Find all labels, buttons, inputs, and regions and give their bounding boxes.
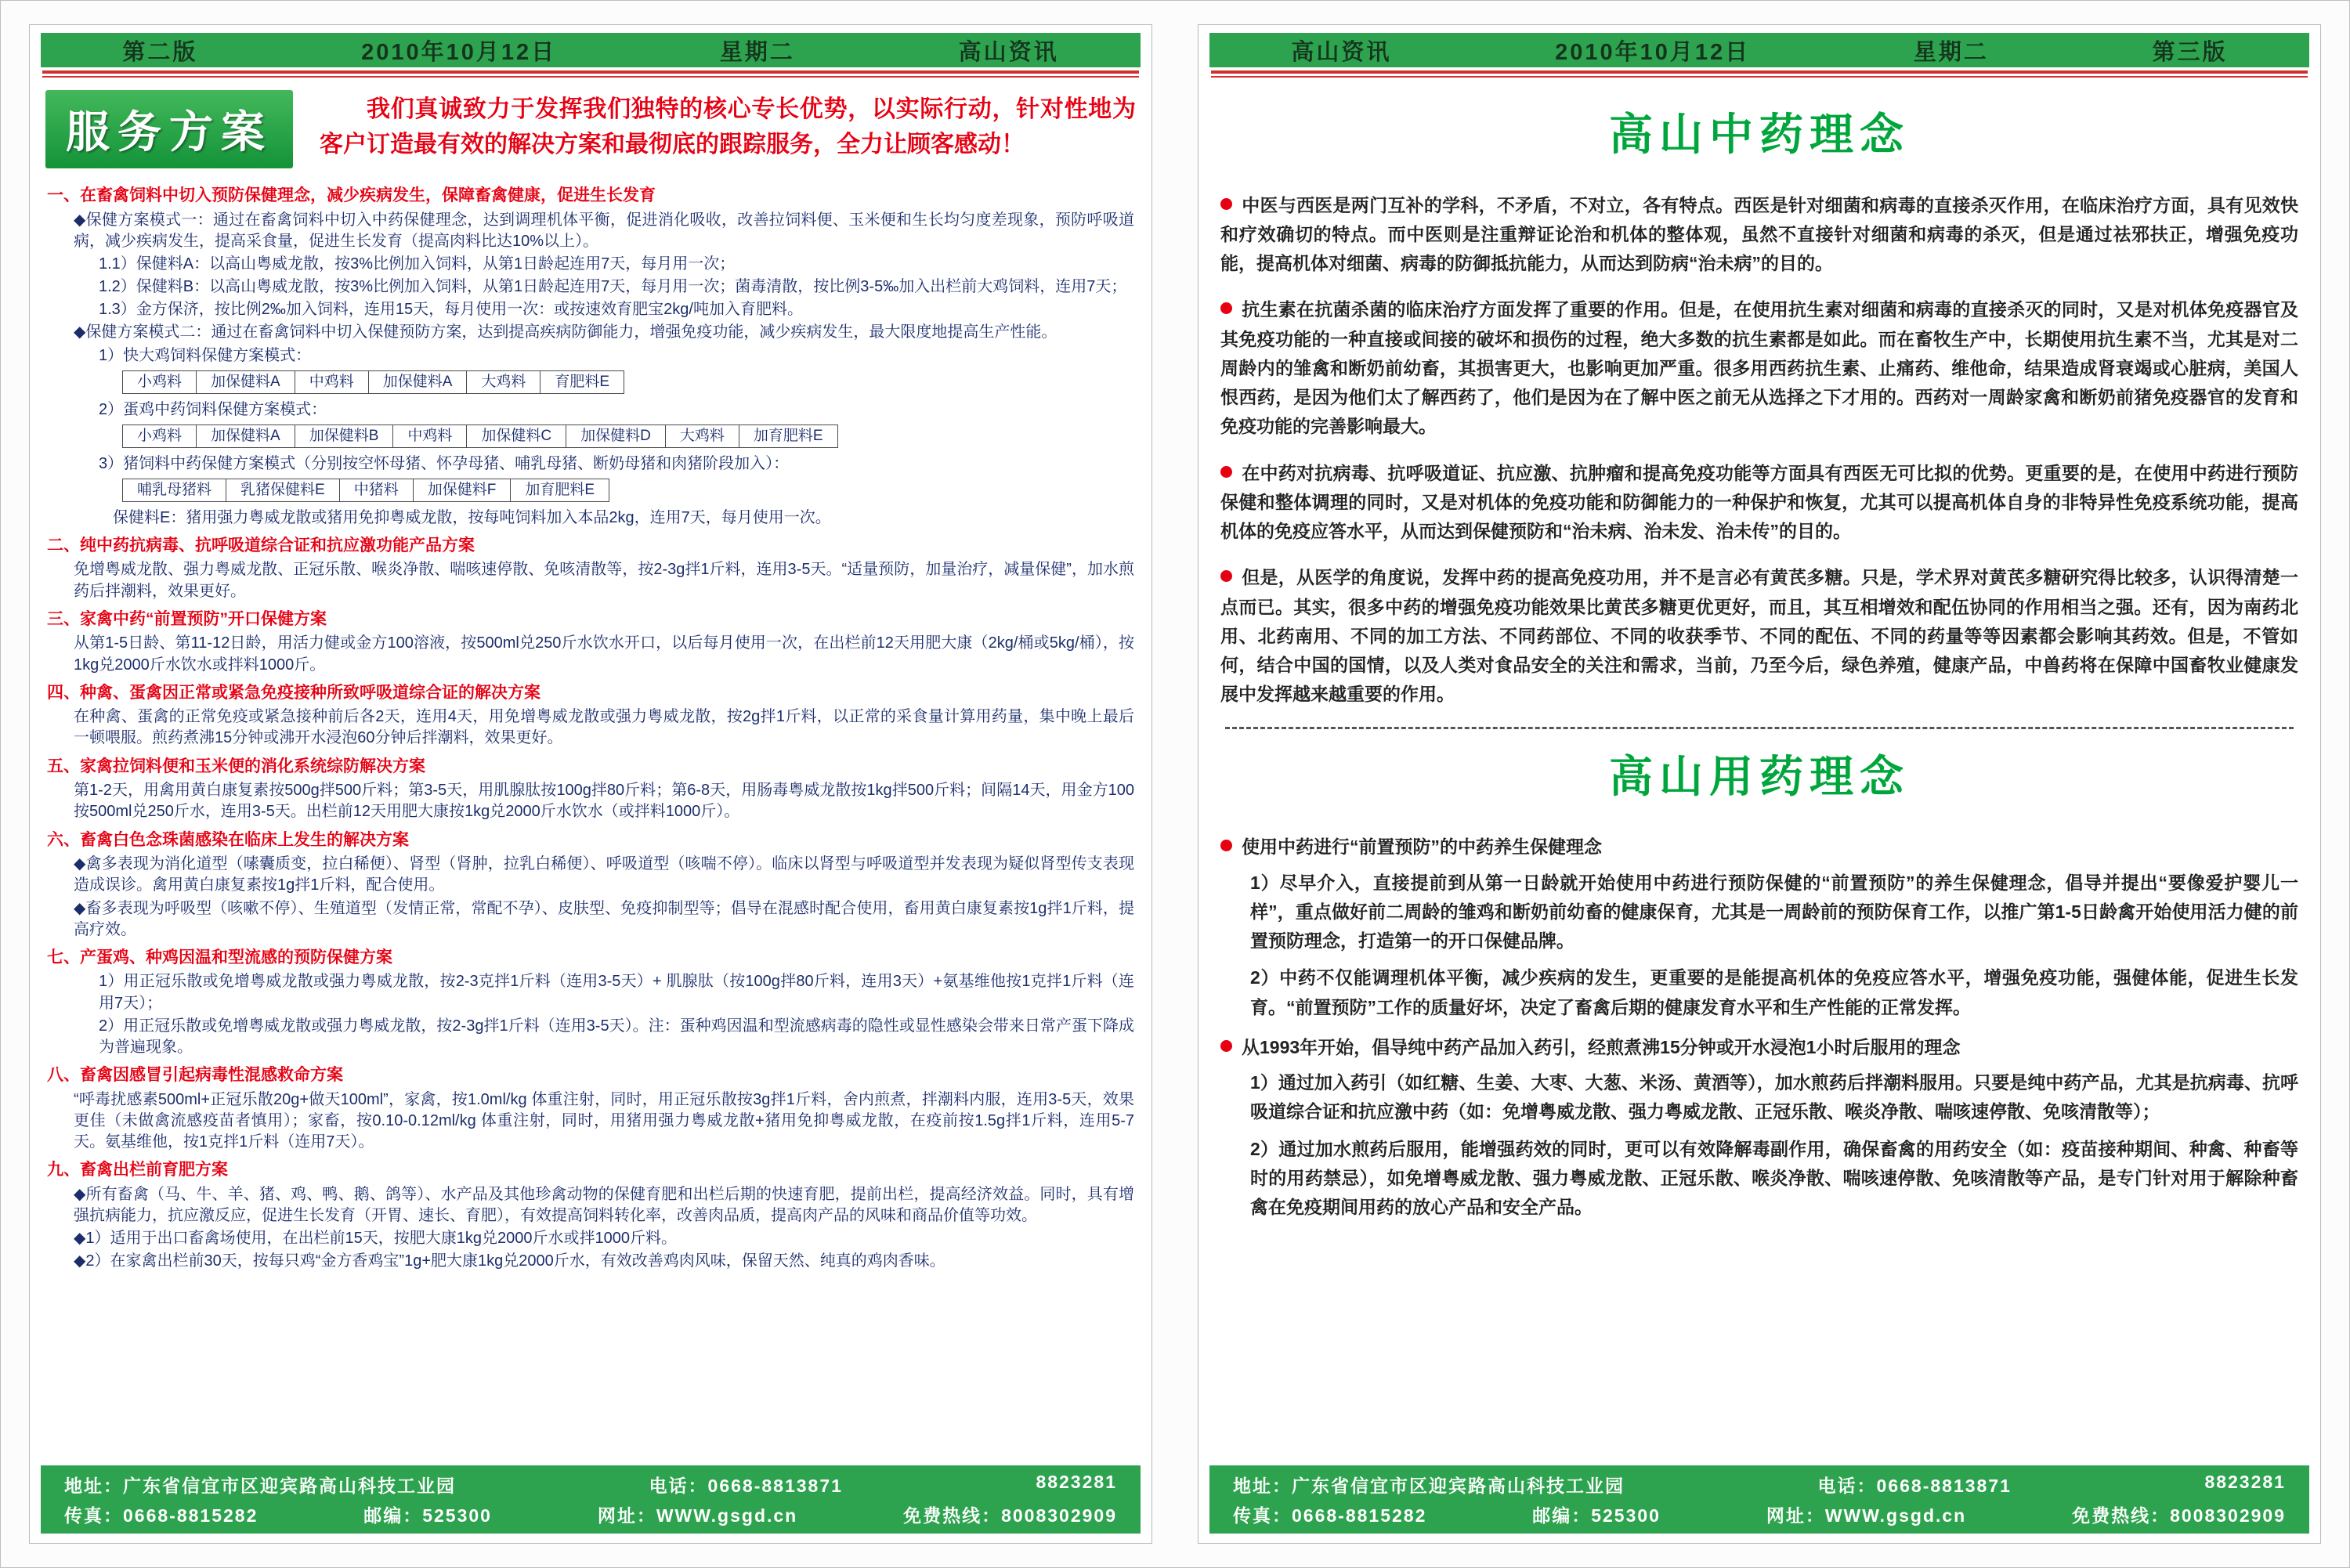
feed-cell: 中鸡料 xyxy=(393,425,467,448)
paragraph: ◆所有畜禽（马、牛、羊、猪、鸡、鸭、鹅、鸽等）、水产品及其他珍禽动物的保健育肥和出栏后期的快速育肥，提前出栏，提高经济效益。同时，具有增强抗病能力，抗应激反应，促进生长发育（开胃、速长、育肥），有效提高饲料转化率，改善肉品质，提高肉产品的风味和商品价值等功效。 xyxy=(74,1185,1134,1225)
feed-cell: 加育肥料E xyxy=(739,425,838,448)
edition-label: 第二版 xyxy=(122,39,198,65)
bullet-icon xyxy=(1220,570,1232,582)
cm-philosophy-title: 高山中药理念 xyxy=(1609,110,1910,159)
paragraph: ◆1）适用于出口畜禽场使用，在出栏前15天，按肥大康1kg兑2000斤水或拌1000斤料。 xyxy=(74,1230,677,1248)
group-item: 2）通过加水煎药后服用，能增强药效的同时，更可以有效降解毒副作用，确保畜禽的用药安全（如：疫苗接种期间、种禽、种畜等时的用药禁忌），如免增粤威龙散、强力粤威龙散、正冠乐散、喉炎净散、喘咳速停散、免咳清散等产品，是专门针对用于解除种畜禽在免疫期间用药的放心产品和安全产品。 xyxy=(1250,1138,2298,1218)
feed-cell: 加保健料B xyxy=(295,425,394,448)
paragraph: ◆畜多表现为呼吸型（咳嗽不停）、生殖道型（发情正常，常配不孕）、皮肤型、免疫抑制型等；倡导在混感时配合使用，畜用黄白康复素按1g拌1斤料，提高疗效。 xyxy=(74,899,1134,938)
footer-line-2 xyxy=(1233,1501,2286,1527)
date-label: 2010年10月12日 xyxy=(1555,39,1751,65)
paragraph-text: 中医与西医是两门互补的学科，不矛盾，不对立，各有特点。西医是针对细菌和病毒的直接杀灭作用，在临床治疗方面，具有见效快和疗效确切的特点。而中医则是注重辩证论治和机体的整体观，虽然不直接针对细菌和病毒的杀灭，但是通过祛邪扶正，增强免疫功能，提高机体对细菌、病毒的防御抵抗能力，从而达到防病“治未病”的目的。 xyxy=(1220,194,2298,274)
bullet-icon xyxy=(1220,302,1232,314)
feed-cell: 加保健料D xyxy=(566,425,666,448)
paragraph: “呼毒扰感素500ml+正冠乐散20g+做天100ml”，家禽，按1.0ml/kg 体重注射，同时，用正冠乐散按3g拌1斤料，舍内煎煮，拌潮料内服，连用3-5天，效果更佳（未做禽流感疫苗者慎用）；家畜，按0.10-0.12ml/kg 体重注射，同时，用猪用强力粤威龙散+猪用免抑粤威龙散，在疫前按1.5g拌1斤料，连用5-7天。氨基维他，按1克拌1斤料（连用7天）。 xyxy=(74,1090,1134,1151)
bullet-icon xyxy=(1220,1040,1232,1052)
footer-phone2: 8823281 xyxy=(1036,1472,1117,1492)
paragraph: 1.3）金方保济，按比例2‰加入饲料，连用15天，每月使用一次：或按速效育肥宝2kg/吨加入育肥料。 xyxy=(99,301,803,319)
feed-cell: 哺乳母猪料 xyxy=(122,479,226,502)
red-divider xyxy=(42,70,1139,78)
feed-cell: 大鸡料 xyxy=(467,370,540,394)
service-plan-content xyxy=(41,179,1141,1279)
page-left-footer xyxy=(41,1465,1141,1534)
feed-cell: 加保健料A xyxy=(197,425,295,448)
medication-philosophy-title: 高山用药理念 xyxy=(1609,751,1910,801)
page-left xyxy=(29,24,1152,1544)
paragraph: ◆禽多表现为消化道型（嗉囊质变，拉白稀便）、肾型（肾肿，拉乳白稀便）、呼吸道型（咳喘不停）。临床以肾型与呼吸道型并发表现为疑似肾型传支表现造成误诊。禽用黄白康复素按1g拌1斤料，配合使用。 xyxy=(74,855,1134,894)
philosophy-content xyxy=(1209,87,2309,1230)
paragraph: 从第1-5日龄、第11-12日龄，用活力健或金方100溶液，按500ml兑250斤水饮水开口，以后每月使用一次，在出栏前12天用肥大康（2kg/桶或5kg/桶），按1kg兑2000斤水饮水或拌料1000斤。 xyxy=(74,634,1134,674)
feed-cell: 中猪料 xyxy=(340,479,414,502)
section-title: 二、纯中药抗病毒、抗呼吸道综合证和抗应激功能产品方案 xyxy=(47,536,475,555)
cm-paragraph-3 xyxy=(1220,459,2298,547)
section-title: 六、畜禽白色念珠菌感染在临床上发生的解决方案 xyxy=(47,830,409,849)
bullet-icon xyxy=(1220,840,1232,851)
feed-cell: 小鸡料 xyxy=(122,370,197,394)
feed-cell: 加保健料C xyxy=(467,425,566,448)
paragraph: 1.2）保健料B：以高山粤威龙散，按3%比例加入饲料，从第1日龄起连用7天，每月用一次；菌毒清散，按比例3-5‰加入出栏前大鸡饲料，连用7天； xyxy=(99,278,1127,296)
bullet-icon xyxy=(1220,198,1232,210)
section-title: 八、畜禽因感冒引起病毒性混感救命方案 xyxy=(47,1066,343,1085)
feed-cell: 育肥料E xyxy=(540,370,624,394)
feed-cell: 加保健料F xyxy=(414,479,512,502)
section-title: 七、产蛋鸡、种鸡因温和型流感的预防保健方案 xyxy=(47,948,392,966)
footer-phone2: 8823281 xyxy=(2204,1472,2286,1492)
feed-cell: 加育肥料E xyxy=(511,479,609,502)
footer-address: 地址：广东省信宜市区迎宾路高山科技工业园 xyxy=(64,1476,456,1496)
section-title: 五、家禽拉饲料便和玉米便的消化系统综防解决方案 xyxy=(47,757,425,775)
section-title: 三、家禽中药“前置预防”开口保健方案 xyxy=(47,609,327,628)
page-right-footer xyxy=(1209,1465,2309,1534)
medication-group-1 xyxy=(1220,833,2298,1022)
section-4 xyxy=(47,682,1134,750)
section-title: 四、种禽、蛋禽因正常或紧急免疫接种所致呼吸道综合证的解决方案 xyxy=(47,683,540,702)
paragraph: 第1-2天，用禽用黄白康复素按500g拌500斤料；第3-5天，用肌腺肽按100g拌80斤料；第6-8天，用肠毒粤威龙散按1kg拌500斤料；间隔14天，用金方100按500ml兑250斤水，连用3-5天。出栏前12天用肥大康按1kg兑2000斤水饮水（或拌料1000斤）。 xyxy=(74,782,1134,821)
footer-line-1 xyxy=(1233,1472,2286,1498)
group-item: 1）通过加入药引（如红糖、生姜、大枣、大葱、米汤、黄酒等），加水煎药后拌潮料服用。只要是纯中药产品，尤其是抗病毒、抗呼吸道综合证和抗应激中药（如：免增粤威龙散、强力粤威龙散、正冠乐散、喉炎净散、喘咳速停散、免咳清散等）； xyxy=(1250,1072,2298,1122)
page-right xyxy=(1198,24,2321,1544)
paragraph: 2）蛋鸡中药饲料保健方案模式： xyxy=(99,400,327,418)
section-8 xyxy=(47,1064,1134,1153)
feed-cell: 中鸡料 xyxy=(295,370,369,394)
cm-paragraph-4 xyxy=(1220,563,2298,709)
section-9 xyxy=(47,1159,1134,1272)
dashed-divider xyxy=(1225,727,2294,729)
section-title: 一、在畜禽饲料中切入预防保健理念，减少疾病发生，保障畜禽健康，促进生长发育 xyxy=(47,186,656,204)
section-2 xyxy=(47,535,1134,602)
paragraph: 1）用正冠乐散或免增粤威龙散或强力粤威龙散，按2-3克拌1斤料（连用3-5天）+ 肌腺肽（按100g拌80斤料，连用3天）+氨基维他按1克拌1斤料（连用7天）； xyxy=(99,973,1134,1012)
section-6 xyxy=(47,829,1134,941)
page-left-header xyxy=(41,33,1141,67)
feed-plan-table-pig xyxy=(122,479,1134,502)
medication-group-2 xyxy=(1220,1033,2298,1223)
footer-postal: 邮编：525300 xyxy=(1532,1505,1661,1526)
paragraph: ◆2）在家禽出栏前30天，按每只鸡“金方香鸡宝”1g+肥大康1kg兑2000斤水，有效改善鸡肉风味，保留天然、纯真的鸡肉香味。 xyxy=(74,1252,945,1270)
paragraph: ◆保健方案模式一：通过在畜禽饲料中切入中药保健理念，达到调理机体平衡，促进消化吸收，改善拉饲料便、玉米便和生长均匀度差现象，预防呼吸道病，减少疾病发生，提高采食量，促进生长发育（提高肉料比达10%以上）。 xyxy=(74,211,1134,250)
cm-paragraph-2 xyxy=(1220,295,2298,441)
bullet-icon xyxy=(1220,466,1232,478)
group-lead xyxy=(1220,833,2298,862)
group-item: 1）尽早介入，直接提前到从第一日龄就开始使用中药进行预防保健的“前置预防”的养生保健理念，倡导并提出“要像爱护婴儿一样”，重点做好前二周龄的雏鸡和断奶前幼畜的健康保育，尤其是一周龄前的预防保育工作，以推广第1-5日龄禽开始使用活力健的前置预防理念，打造第一的开口保健品牌。 xyxy=(1250,872,2298,952)
paragraph-text: 在中药对抗病毒、抗呼吸道证、抗应激、抗肿瘤和提高免疫功能等方面具有西医无可比拟的优势。更重要的是，在使用中药进行预防保健和整体调理的同时，又是对机体的免疫功能和防御能力的一种保护和恢复，尤其可以提高机体自身的非特异性免疫系统功能，提高机体的免疫应答水平，从而达到保健预防和“治未病、治未发、治未传”的目的。 xyxy=(1220,462,2298,542)
cm-paragraph-1 xyxy=(1220,191,2298,279)
section-1 xyxy=(47,185,1134,529)
paragraph: 3）猪饲料中药保健方案模式（分别按空怀母猪、怀孕母猪、哺乳母猪、断奶母猪和肉猪阶段加入）： xyxy=(99,454,790,472)
feed-cell: 加保健料A xyxy=(197,370,295,394)
paragraph: 保健料E：猪用强力粤威龙散或猪用免抑粤威龙散，按每吨饲料加入本品2kg，连用7天，每月使用一次。 xyxy=(113,508,831,526)
paragraph: 1.1）保健料A：以高山粤威龙散，按3%比例加入饲料，从第1日龄起连用7天，每月用一次； xyxy=(99,255,736,273)
paragraph: 免增粤威龙散、强力粤威龙散、正冠乐散、喉炎净散、喘咳速停散、免咳清散等，按2-3g拌1斤料，连用3-5天。“适量预防，加量治疗，减量保健”，加水煎药后拌潮料，效果更好。 xyxy=(74,561,1134,600)
section-5 xyxy=(47,756,1134,823)
paragraph: 2）用正冠乐散或免增粤威龙散或强力粤威龙散，按2-3g拌1斤料（连用3-5天）。注：蛋种鸡因温和型流感病毒的隐性或显性感染会带来日常产蛋下降成为普遍现象。 xyxy=(99,1017,1134,1056)
footer-phone: 电话：0668-8813871 xyxy=(1817,1476,2012,1496)
feed-cell: 大鸡料 xyxy=(666,425,739,448)
footer-line-2 xyxy=(64,1501,1117,1527)
intro-text: 我们真诚致力于发挥我们独特的核心专长优势，以实际行动，针对性地为客户订造最有效的解决方案和最彻底的跟踪服务，全力让顾客感动！ xyxy=(320,96,1136,157)
date-label: 2010年10月12日 xyxy=(361,39,557,65)
footer-fax: 传真：0668-8815282 xyxy=(64,1505,258,1526)
footer-postal: 邮编：525300 xyxy=(363,1505,492,1526)
footer-web: 网址：WWW.gsgd.cn xyxy=(1766,1505,1967,1526)
group-lead xyxy=(1220,1033,2298,1062)
feed-cell: 乳猪保健料E xyxy=(226,479,340,502)
footer-hotline: 免费热线：8008302909 xyxy=(903,1505,1117,1526)
weekday-label: 星期二 xyxy=(1913,39,1989,65)
page-right-header xyxy=(1209,33,2309,67)
lead-text: 使用中药进行“前置预防”的中药养生保健理念 xyxy=(1242,836,1602,858)
masthead xyxy=(45,90,1136,168)
brand-label: 高山资讯 xyxy=(1291,39,1392,65)
group-item: 2）中药不仅能调理机体平衡，减少疾病的发生，更重要的是能提高机体的免疫应答水平，增强免疫功能，强健体能，促进生长发育。“前置预防”工作的质量好坏，决定了畜禽后期的健康发育水平和生产性能的正常发挥。 xyxy=(1250,967,2298,1017)
footer-phone: 电话：0668-8813871 xyxy=(649,1476,843,1496)
edition-label: 第三版 xyxy=(2152,39,2228,65)
feed-plan-table-broiler xyxy=(122,370,1134,394)
paragraph-text: 抗生素在抗菌杀菌的临床治疗方面发挥了重要的作用。但是，在使用抗生素对细菌和病毒的直接杀灭的同时，又是对机体免疫器官及其免疫功能的一种直接或间接的破坏和损伤的过程，绝大多数的抗生素都是如此。而在畜牧生产中，长期使用抗生素不当，尤其是对二周龄内的雏禽和断奶前幼畜，其损害更大，也影响更加严重。很多用西药抗生素、止痛药、维他命，结果造成肾衰竭或心脏病，美国人恨西药，是因为他们太了解西药了，他们是因为在了解中医之前无从选择之下才用的。西药对一周龄家禽和断奶前猪免疫器官的发育和免疫功能的完善影响最大。 xyxy=(1220,299,2298,437)
service-plan-title: 服务方案 xyxy=(45,90,293,168)
weekday-label: 星期二 xyxy=(719,39,795,65)
feed-cell: 小鸡料 xyxy=(122,425,197,448)
section-3 xyxy=(47,609,1134,676)
paragraph: ◆保健方案模式二：通过在畜禽饲料中切入保健预防方案，达到提高疾病防御能力，增强免疫功能，减少疾病发生，最大限度地提高生产性能。 xyxy=(74,323,1058,341)
footer-fax: 传真：0668-8815282 xyxy=(1233,1505,1427,1526)
footer-address: 地址：广东省信宜市区迎宾路高山科技工业园 xyxy=(1233,1476,1625,1496)
section-7 xyxy=(47,947,1134,1058)
feed-cell: 加保健料A xyxy=(369,370,468,394)
red-divider xyxy=(1211,70,2308,78)
lead-text: 从1993年开始，倡导纯中药产品加入药引，经煎煮沸15分钟或开水浸泡1小时后服用的理念 xyxy=(1242,1036,1961,1057)
feed-plan-table-layer xyxy=(122,425,1134,448)
paragraph: 在种禽、蛋禽的正常免疫或紧急接种前后各2天，连用4天，用免增粤威龙散或强力粤威龙散，按2g拌1斤料，以正常的采食量计算用药量，集中晚上最后一顿喂服。煎药煮沸15分钟或沸开水浸泡60分钟后拌潮料，效果更好。 xyxy=(74,708,1134,747)
brand-label: 高山资讯 xyxy=(958,39,1059,65)
section-title: 九、畜禽出栏前育肥方案 xyxy=(47,1161,228,1180)
paragraph: 1）快大鸡饲料保健方案模式： xyxy=(99,346,312,364)
footer-line-1 xyxy=(64,1472,1117,1498)
footer-web: 网址：WWW.gsgd.cn xyxy=(597,1505,798,1526)
footer-hotline: 免费热线：8008302909 xyxy=(2072,1505,2286,1526)
paragraph-text: 但是，从医学的角度说，发挥中药的提高免疫功用，并不是言必有黄芪多糖。只是，学术界对黄芪多糖研究得比较多，认识得清楚一点而已。其实，很多中药的增强免疫功能效果比黄芪多糖更优更好，而且，其互相增效和配伍协同的作用相当之强。还有，因为南药北用、北药南用、不同的加工方法、不同药部位、不同的收获季节、不同的配伍、不同的药量等等因素都会影响其药效。但是，不管如何，结合中国的国情，以及人类对食品安全的关注和需求，当前，乃至今后，绿色养殖，健康产品，中兽药将在保障中国畜牧业健康发展中发挥越来越重要的作用。 xyxy=(1220,567,2298,705)
